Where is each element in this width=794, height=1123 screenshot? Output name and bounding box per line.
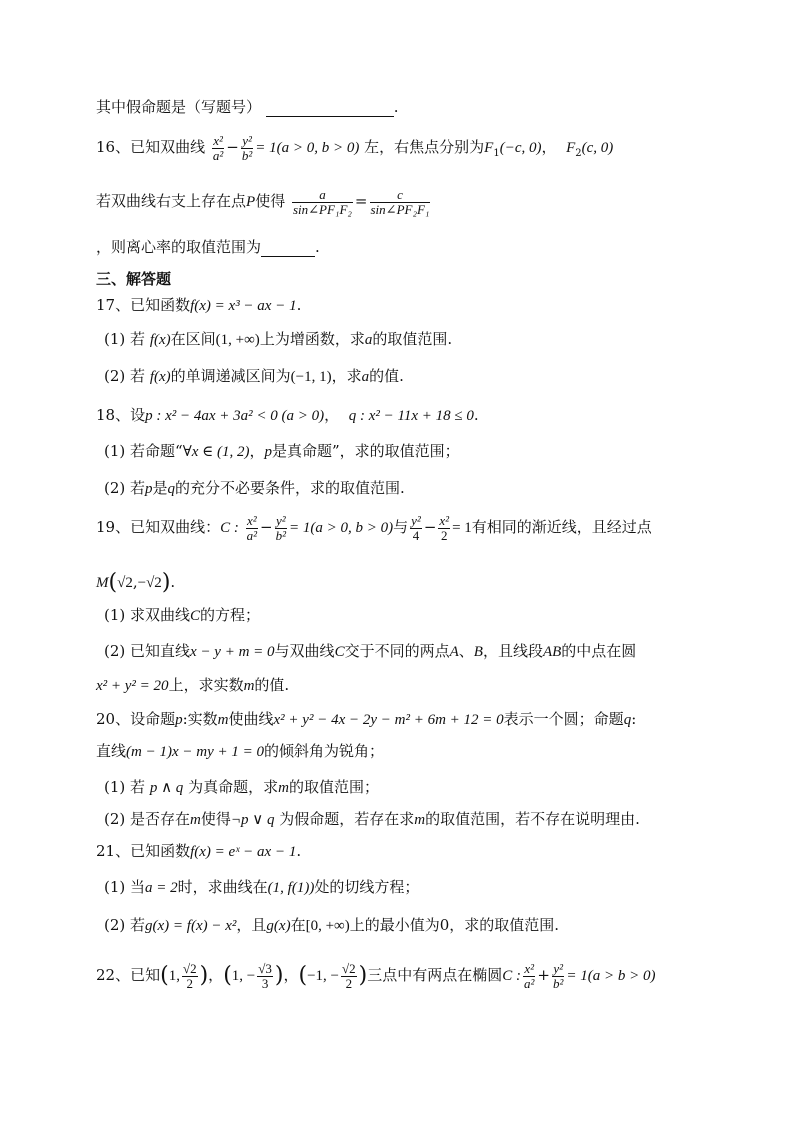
problem-19-part-1 [104, 606, 260, 625]
text: . [296, 296, 302, 314]
text: 的取值范围，若不存在说明理由. [425, 810, 640, 828]
text: 使得 [200, 810, 231, 828]
problem-21-part-1 [104, 878, 419, 897]
focus-f2: F [566, 140, 576, 157]
problem-17-part-2 [104, 367, 404, 386]
text: (1) 若 [104, 778, 146, 796]
fraction: $\frac{\text{y²}}{\text{b²}}$ [275, 513, 287, 543]
text: 为假命题，若存在求 [279, 810, 415, 828]
math: p [145, 481, 153, 497]
math: m [190, 812, 201, 828]
math: x² + y² = 20 [96, 678, 169, 694]
math: (1, +∞) [215, 332, 260, 348]
math: C [190, 608, 201, 624]
text: 其中假命题是（写题号） [96, 98, 262, 116]
math: a [361, 369, 370, 385]
function-f: f(x) = x³ − ax − 1 [190, 298, 297, 314]
math: m [243, 678, 255, 694]
problem-16-question [96, 238, 320, 257]
math: ∀x ∈ (1, 2) [182, 444, 250, 460]
problem-20-part-2 [104, 810, 640, 829]
math: (m − 1)x − my + 1 = 0 [126, 744, 264, 760]
text: (1) 若 [104, 330, 146, 348]
text: 处的切线方程； [314, 878, 420, 896]
problem-20-part-1 [104, 778, 379, 797]
text: (1) 若命题“ [104, 442, 183, 460]
text: ，且线段 [482, 642, 543, 660]
text: 22、已知 [96, 966, 161, 985]
text: 与双曲线 [274, 642, 335, 660]
text: . [170, 573, 176, 592]
text: 上，求实数 [168, 676, 244, 694]
text: 在区间 [170, 330, 216, 348]
problem-18-part-1 [104, 442, 460, 461]
text: 18、设 [96, 406, 146, 424]
text: 的取值范围. [372, 330, 453, 348]
problem-21 [96, 842, 301, 861]
math: A [449, 644, 459, 660]
problem-16: 16、已知双曲线 $\frac{\text{x²}}{\text{a²}}$ − $\frac{\text{y²}}{\text{b²}}$ = 1(a > 0, b > 0) 左，右焦点分别为$F_1(-c$, 0)， $F_2(c$, 0) [96, 133, 614, 163]
text: 表示一个圆；命题 [503, 710, 624, 728]
problem-18: 18、设p : x² − 4ax + 3a² < 0 (a > 0)， q : x² − 11x + 18 ≤ 0. [96, 406, 479, 424]
math: f(x) = eˣ − ax − 1 [190, 844, 297, 860]
text: 有相同的渐近线，且经过点 [471, 518, 652, 537]
fraction: $\frac{√2}{2}$ [182, 961, 197, 991]
focus-f1: F [484, 140, 494, 157]
text: (1) 当 [104, 878, 146, 896]
text: 、 [458, 642, 474, 660]
text: 为真命题，求 [188, 778, 279, 796]
math: B [473, 644, 483, 660]
text: 的倾斜角为锐角； [263, 742, 384, 760]
point-p: P [246, 194, 256, 211]
text: (2) 若 [104, 916, 146, 934]
text: ， [541, 138, 557, 157]
text: 的值. [369, 367, 404, 385]
math: f(x) [149, 369, 171, 385]
problem-20-line [96, 742, 384, 761]
answer-blank[interactable] [261, 238, 315, 257]
text: 17、已知函数 [96, 296, 191, 314]
fraction-c-sin: $\frac{c}{\text{sin∠PF₂F₁}}$ [370, 187, 430, 217]
text: 使曲线 [228, 710, 274, 728]
text: 左，右焦点分别为 [364, 138, 485, 157]
text: . [393, 98, 399, 116]
math: g(x) [266, 918, 291, 934]
text: 交于不同的两点 [344, 642, 450, 660]
text: 21、已知函数 [96, 842, 191, 860]
math: √2 [117, 575, 133, 592]
math: 1, [168, 968, 180, 985]
text: . [315, 238, 320, 256]
text: 的方程； [200, 606, 261, 624]
section-heading [96, 270, 171, 288]
fraction: $\frac{\text{y²}}{\text{b²}}$ [553, 961, 564, 991]
text: 的取值范围； [288, 778, 379, 796]
math: C : [220, 520, 239, 537]
text: 上为增函数，求 [259, 330, 365, 348]
math: x² + y² − 4x − 2y − m² + 6m + 12 = 0 [273, 712, 504, 728]
problem-19-part-2: (2) 已知直线x − y + m = 0与双曲线C交于不同的两点A、B，且线段AB的中点在圆 [104, 642, 637, 660]
fraction: $\frac{\text{x²}}{2}$ [439, 513, 450, 543]
text: 20、设命题 [96, 710, 176, 728]
text: 的中点在圆 [561, 642, 637, 660]
fraction: $\frac{√3}{3}$ [258, 961, 272, 991]
text: 与 [393, 518, 409, 537]
math: p [264, 444, 273, 460]
text: (2) 是否存在 [104, 810, 191, 828]
text: 是 [152, 479, 168, 497]
math: a = 2 [145, 880, 178, 896]
text: (2) 若 [104, 367, 146, 385]
math: q [167, 481, 176, 497]
focus-f2-coord: (c, 0) [581, 140, 614, 157]
text: 若双曲线右支上存在点 [96, 192, 247, 211]
problem-19: 19、已知双曲线：C : $\frac{\text{x²}}{\text{a²}}$ − $\frac{\text{y²}}{\text{b²}}$ = 1(a > 0, b > 0)与 $\frac{\text{y²}}{4}$ − $\frac{\text{x²}}{2}$ = 1有相同的渐近线，且经过点 [96, 513, 652, 543]
math: q : x² − 11x + 18 ≤ 0 [348, 408, 474, 424]
text: 使得 [255, 192, 286, 211]
math: = 1 [452, 520, 472, 537]
math: p [175, 712, 183, 728]
math: x − y + m = 0 [190, 644, 275, 660]
problem-17-part-1 [104, 330, 452, 349]
problem-20 [96, 710, 636, 729]
text: . [296, 842, 302, 860]
text: 在 [290, 916, 306, 934]
fraction: $\frac{√2}{2}$ [342, 961, 356, 991]
math: M [96, 575, 109, 592]
problem-16-label: 16、已知双曲线 [96, 138, 206, 157]
fraction-a-sin: $\frac{a}{\text{sin∠PF₁F₂}}$ [292, 187, 352, 217]
fraction: $\frac{\text{y²}}{4}$ [411, 513, 421, 543]
text: ，且 [236, 916, 267, 934]
text: : [631, 710, 637, 728]
math: ¬p ∨ q [230, 812, 275, 828]
math: p ∧ q [149, 780, 184, 796]
math: p : x² − 4ax + 3a² < 0 (a > 0) [145, 408, 325, 424]
math: = 1(a > 0, b > 0) [289, 520, 394, 537]
line-false-propositions [96, 98, 399, 117]
math: −1, − [307, 968, 340, 985]
text: 是真命题”，求的取值范围； [272, 442, 460, 460]
text: 的充分不必要条件，求的取值范围. [175, 479, 405, 497]
fraction-y2-b2: $\frac{\text{y²}}{\text{b²}}$ [241, 133, 253, 163]
problem-22: 22、已知(1, $\frac{√2}{2}$ )，(1, − $\frac{√3}{3}$ )，(−1, − $\frac{√2}{2}$ )三点中有两点在椭圆C : $\frac{\text{x²}}{\text{a²}}$ + $\frac{\text{y²}}{\text{b²}}$ = 1(a > b > 0) [96, 961, 656, 991]
math: q [623, 712, 632, 728]
math: = 1(a > b > 0) [566, 968, 656, 985]
math: f(x) [149, 332, 171, 348]
math: (1, f(1)) [267, 880, 315, 896]
math: m [217, 712, 229, 728]
problem-17 [96, 296, 301, 315]
text: 19、已知双曲线： [96, 518, 221, 537]
text: 直线 [96, 742, 127, 760]
text: ， [249, 442, 265, 460]
math: [0, +∞) [305, 918, 350, 934]
math: m [278, 780, 289, 796]
math: (−1, 1) [290, 369, 332, 385]
focus-f1-coord: (−c, 0) [499, 140, 542, 157]
text: ，求 [331, 367, 362, 385]
text: (1) 求双曲线 [104, 606, 191, 624]
fraction: $\frac{\text{x²}}{\text{a²}}$ [246, 513, 258, 543]
math: −√2 [137, 575, 162, 592]
text: (2) 若 [104, 479, 146, 497]
text: (2) 已知直线 [104, 642, 191, 660]
problem-19-point: M(√2,−√2). [96, 570, 176, 595]
math: m [414, 812, 426, 828]
fraction-x2-a2: $\frac{\text{x²}}{\text{a²}}$ [212, 133, 224, 163]
math: g(x) = f(x) − x² [145, 918, 237, 934]
problem-18-part-2 [104, 479, 405, 498]
text: ， [324, 406, 340, 424]
problem-21-part-2 [104, 916, 559, 935]
text: 的值. [254, 676, 290, 694]
math: C [334, 644, 345, 660]
text: 时，求曲线在 [177, 878, 268, 896]
text: ， [208, 966, 224, 985]
problem-19-circle [96, 676, 289, 695]
text: ， [283, 966, 299, 985]
text: 的单调递减区间为 [170, 367, 291, 385]
problem-16-condition: 若双曲线右支上存在点P使得 $\frac{a}{\text{sin∠PF₁F₂}}$ = $\frac{c}{\text{sin∠PF₂F₁}}$ [96, 187, 430, 217]
text: :实数 [182, 710, 218, 728]
math: 1, − [231, 968, 256, 985]
section-title: 三、解答题 [96, 270, 172, 288]
text: ，则离心率的取值范围为 [96, 238, 262, 256]
fraction: $\frac{\text{x²}}{\text{a²}}$ [524, 961, 535, 991]
answer-blank[interactable] [266, 98, 394, 117]
text: 三点中有两点在椭圆 [367, 966, 503, 985]
math: a [364, 332, 373, 348]
hyperbola-condition: = 1(a > 0, b > 0) [255, 140, 360, 157]
text: 上的最小值为0，求的取值范围. [349, 916, 560, 934]
math: C : [502, 968, 522, 985]
